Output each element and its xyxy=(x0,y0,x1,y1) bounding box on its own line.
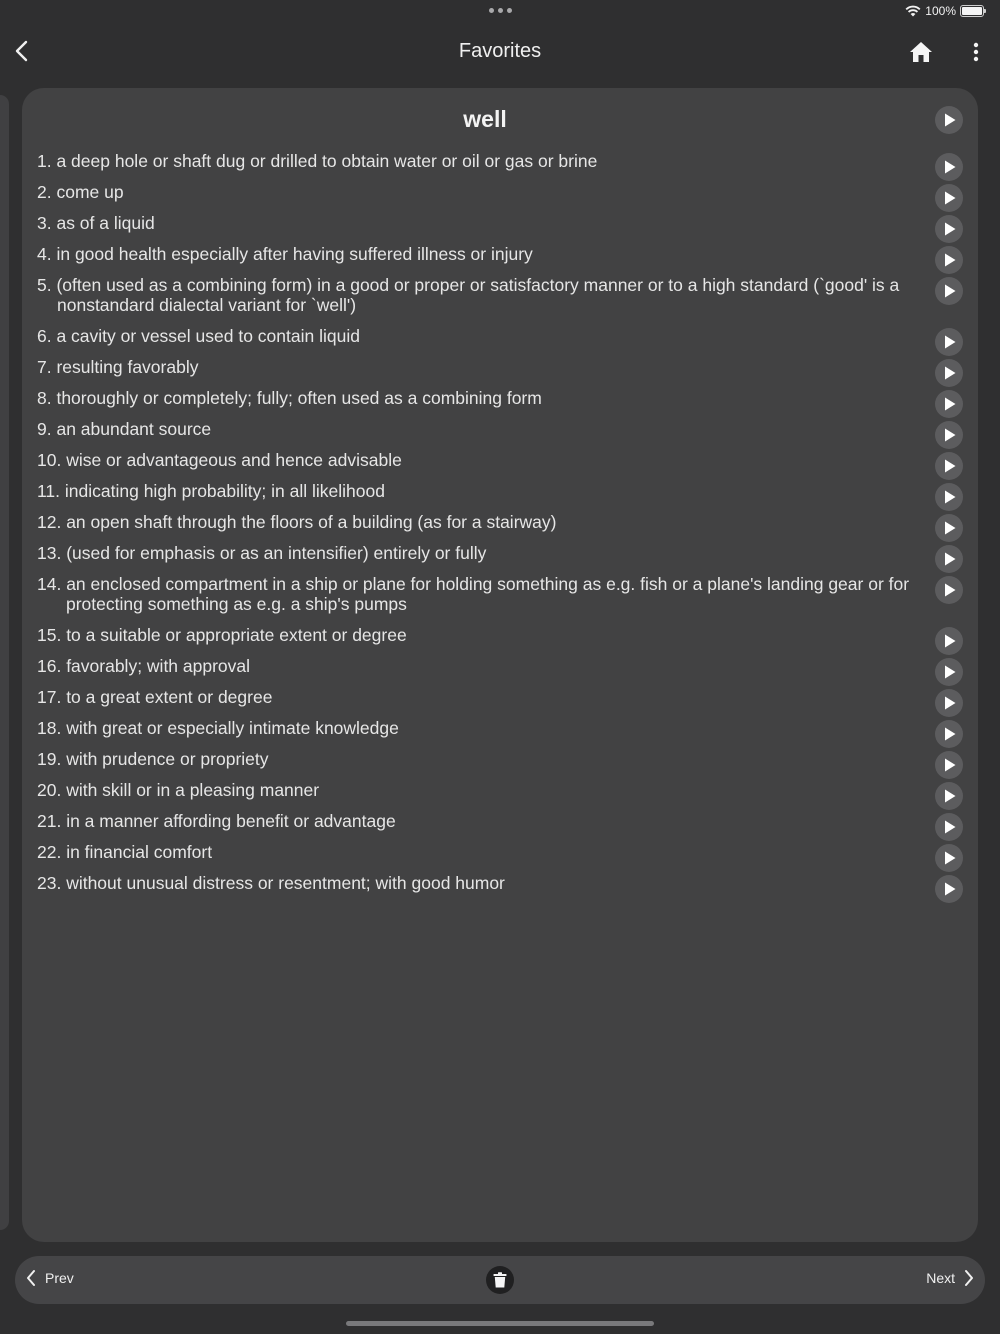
definition-item xyxy=(37,388,927,408)
multitasking-dots-icon[interactable] xyxy=(489,8,512,13)
definition-text: 2. come up xyxy=(37,182,124,202)
definition-item xyxy=(37,811,927,831)
definition-play-button[interactable] xyxy=(935,751,963,779)
definition-item xyxy=(37,749,927,769)
definition-play-button[interactable] xyxy=(935,246,963,274)
delete-favorite-button[interactable] xyxy=(486,1266,514,1294)
word-play-button[interactable] xyxy=(935,106,963,134)
play-icon xyxy=(944,397,956,411)
more-vertical-icon xyxy=(964,39,988,65)
definition-text: 16. favorably; with approval xyxy=(37,656,251,676)
definition-text: 10. wise or advantageous and hence advisable xyxy=(37,450,402,470)
definition-play-button[interactable] xyxy=(935,627,963,655)
play-icon xyxy=(944,820,956,834)
definition-play-button[interactable] xyxy=(935,359,963,387)
play-icon xyxy=(944,634,956,648)
play-icon xyxy=(944,583,956,597)
definition-item xyxy=(37,543,927,563)
definition-text: 7. resulting favorably xyxy=(37,357,199,377)
definition-item xyxy=(37,512,927,532)
definition-play-button[interactable] xyxy=(935,483,963,511)
battery-percentage: 100% xyxy=(925,4,956,18)
previous-card-edge xyxy=(0,95,9,1230)
play-icon xyxy=(944,490,956,504)
word-card xyxy=(22,88,978,1242)
play-icon xyxy=(944,882,956,896)
definition-text: 18. with great or especially intimate knowledge xyxy=(37,718,399,738)
definition-play-button[interactable] xyxy=(935,782,963,810)
definition-item xyxy=(37,244,927,264)
definition-text: 4. in good health especially after having suffered illness or injury xyxy=(37,244,533,264)
play-icon xyxy=(944,851,956,865)
navigation-bar xyxy=(0,26,1000,78)
definition-text: 14. an enclosed compartment in a ship or plane for holding something as e.g. fish or a plane's landing gear or for protecting something as e.g. a ship's pumps xyxy=(37,574,910,614)
more-options-button[interactable] xyxy=(964,39,988,65)
play-icon xyxy=(944,521,956,535)
definition-play-button[interactable] xyxy=(935,421,963,449)
play-icon xyxy=(944,727,956,741)
status-right xyxy=(905,4,984,18)
definition-item xyxy=(37,656,927,676)
definition-text: 9. an abundant source xyxy=(37,419,212,439)
definition-item xyxy=(37,151,927,171)
play-icon xyxy=(944,696,956,710)
play-icon xyxy=(944,552,956,566)
definition-item xyxy=(37,625,927,645)
status-bar xyxy=(0,0,1000,24)
wifi-icon xyxy=(905,5,921,17)
definition-item xyxy=(37,213,927,233)
chevron-right-icon xyxy=(963,1269,975,1287)
definition-play-button[interactable] xyxy=(935,875,963,903)
play-icon xyxy=(944,253,956,267)
definition-item xyxy=(37,842,927,862)
definition-text: 13. (used for emphasis or as an intensifier) entirely or fully xyxy=(37,543,487,563)
play-icon xyxy=(944,335,956,349)
definition-text: 8. thoroughly or completely; fully; often used as a combining form xyxy=(37,388,542,408)
play-icon xyxy=(944,459,956,473)
definition-item xyxy=(37,574,927,614)
definition-play-button[interactable] xyxy=(935,184,963,212)
definition-play-button[interactable] xyxy=(935,514,963,542)
play-icon xyxy=(944,191,956,205)
definition-text: 1. a deep hole or shaft dug or drilled to obtain water or oil or gas or brine xyxy=(37,151,598,171)
definition-item xyxy=(37,357,927,377)
definition-item xyxy=(37,780,927,800)
definition-list xyxy=(37,151,927,904)
definition-item xyxy=(37,450,927,470)
definition-play-button[interactable] xyxy=(935,215,963,243)
play-icon xyxy=(944,160,956,174)
definition-play-button[interactable] xyxy=(935,277,963,305)
prev-button[interactable] xyxy=(25,1269,74,1287)
play-icon xyxy=(944,665,956,679)
battery-icon xyxy=(960,5,984,17)
page-title: Favorites xyxy=(458,40,542,62)
definition-text: 19. with prudence or propriety xyxy=(37,749,269,769)
definition-item xyxy=(37,419,927,439)
definition-play-button[interactable] xyxy=(935,813,963,841)
definition-play-button[interactable] xyxy=(935,328,963,356)
definition-play-button[interactable] xyxy=(935,452,963,480)
definition-item xyxy=(37,718,927,738)
definition-play-button[interactable] xyxy=(935,390,963,418)
definition-text: 11. indicating high probability; in all likelihood xyxy=(37,481,385,501)
home-indicator xyxy=(346,1321,654,1326)
definition-text: 20. with skill or in a pleasing manner xyxy=(37,780,320,800)
definition-play-button[interactable] xyxy=(935,153,963,181)
definition-play-button[interactable] xyxy=(935,720,963,748)
definition-text: 21. in a manner affording benefit or advantage xyxy=(37,811,396,831)
definition-text: 23. without unusual distress or resentment; with good humor xyxy=(37,873,505,893)
definition-text: 15. to a suitable or appropriate extent or degree xyxy=(37,625,407,645)
definition-play-button[interactable] xyxy=(935,689,963,717)
chevron-left-icon xyxy=(25,1269,37,1287)
next-label: Next xyxy=(926,1270,955,1286)
play-icon xyxy=(944,284,956,298)
play-icon xyxy=(944,113,956,127)
definition-text: 6. a cavity or vessel used to contain liquid xyxy=(37,326,360,346)
definition-item xyxy=(37,481,927,501)
definition-text: 17. to a great extent or degree xyxy=(37,687,273,707)
definition-item xyxy=(37,687,927,707)
definition-item xyxy=(37,275,927,315)
definition-item xyxy=(37,326,927,346)
bottom-toolbar xyxy=(15,1256,985,1304)
play-icon xyxy=(944,789,956,803)
definition-item xyxy=(37,873,927,893)
definition-text: 22. in financial comfort xyxy=(37,842,213,862)
play-icon xyxy=(944,758,956,772)
play-icon xyxy=(944,428,956,442)
prev-label: Prev xyxy=(45,1270,74,1286)
definition-play-button[interactable] xyxy=(935,545,963,573)
definition-text: 3. as of a liquid xyxy=(37,213,155,233)
trash-icon xyxy=(493,1272,507,1288)
play-icon xyxy=(944,222,956,236)
definition-text: 12. an open shaft through the floors of a building (as for a stairway) xyxy=(37,512,557,532)
definition-item xyxy=(37,182,927,202)
word-title: well xyxy=(463,106,507,132)
next-button[interactable] xyxy=(926,1269,975,1287)
definition-text: 5. (often used as a combining form) in a good or proper or satisfactory manner or to a high standard (`good' is a nonstandard dialectal variant for `well') xyxy=(37,275,900,315)
home-button[interactable] xyxy=(908,39,934,65)
play-icon xyxy=(944,366,956,380)
home-icon xyxy=(908,39,934,65)
definition-play-button[interactable] xyxy=(935,658,963,686)
definition-play-button[interactable] xyxy=(935,844,963,872)
definition-play-button[interactable] xyxy=(935,576,963,604)
